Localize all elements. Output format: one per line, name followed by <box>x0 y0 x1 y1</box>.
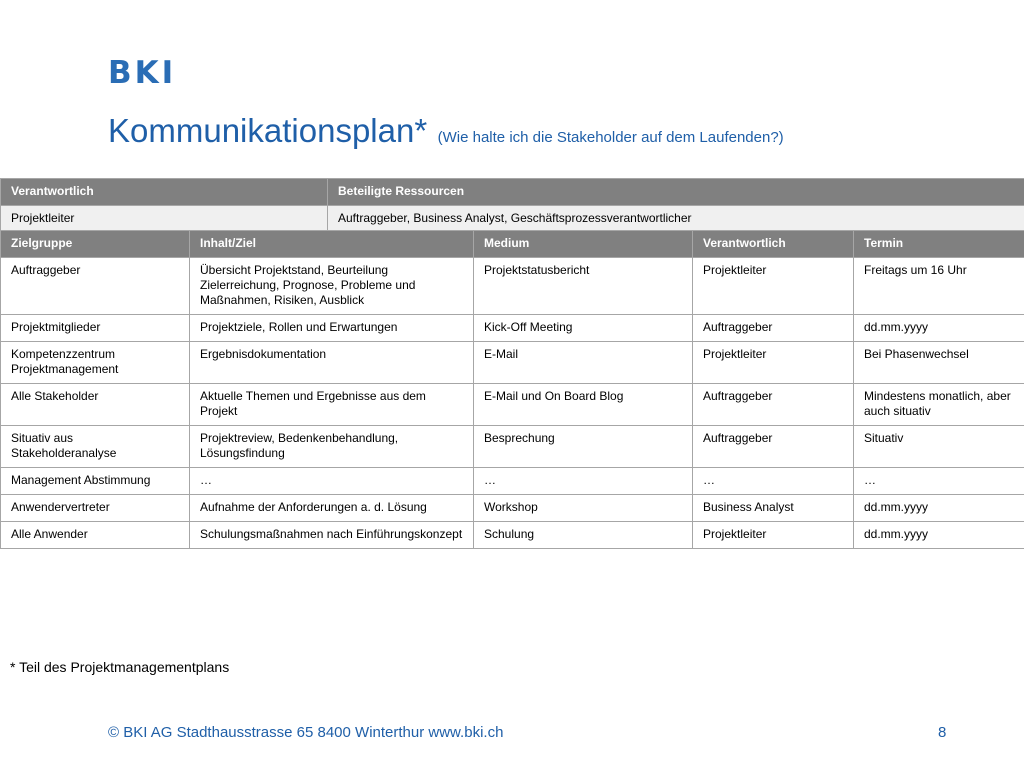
zielgruppe-cell: Projektmitglieder <box>1 315 190 342</box>
medium-cell: E-Mail <box>474 342 693 384</box>
medium-cell: Besprechung <box>474 426 693 468</box>
title-subtitle: (Wie halte ich die Stakeholder auf dem Laufenden?) <box>437 129 784 146</box>
title-main: Kommunikationsplan* <box>108 112 428 149</box>
footer-text: © BKI AG Stadthausstrasse 65 8400 Winterthur www.bki.ch <box>108 724 504 741</box>
page-number: 8 <box>938 724 947 741</box>
table-row <box>1 468 1024 495</box>
table-row <box>1 342 1024 384</box>
header-verantwortlich: Verantwortlich <box>693 231 854 258</box>
bki-logo: BKI <box>108 55 177 91</box>
slide-title <box>108 112 784 150</box>
termin-cell: … <box>854 468 1024 495</box>
medium-cell: Projektstatusbericht <box>474 258 693 315</box>
responsibility-row <box>1 206 1024 233</box>
verantwortlich-cell: Projektleiter <box>693 258 854 315</box>
responsibility-header-row <box>1 179 1024 206</box>
zielgruppe-cell: Auftraggeber <box>1 258 190 315</box>
zielgruppe-cell: Anwendervertreter <box>1 495 190 522</box>
zielgruppe-cell: Alle Anwender <box>1 522 190 549</box>
termin-cell: dd.mm.yyyy <box>854 315 1024 342</box>
termin-cell: dd.mm.yyyy <box>854 495 1024 522</box>
termin-cell: Freitags um 16 Uhr <box>854 258 1024 315</box>
termin-cell: dd.mm.yyyy <box>854 522 1024 549</box>
medium-cell: Workshop <box>474 495 693 522</box>
verantwortlich-cell: … <box>693 468 854 495</box>
verantwortlich-cell: Projektleiter <box>693 522 854 549</box>
header-termin: Termin <box>854 231 1024 258</box>
header-medium: Medium <box>474 231 693 258</box>
verantwortlich-cell: Auftraggeber <box>693 315 854 342</box>
inhalt-ziel-cell: Projektreview, Bedenkenbehandlung, Lösungsfindung <box>190 426 474 468</box>
inhalt-ziel-cell: Ergebnisdokumentation <box>190 342 474 384</box>
inhalt-ziel-cell: Projektziele, Rollen und Erwartungen <box>190 315 474 342</box>
medium-cell: E-Mail und On Board Blog <box>474 384 693 426</box>
inhalt-ziel-cell: Übersicht Projektstand, Beurteilung Zielerreichung, Prognose, Probleme und Maßnahmen, Risiken, Ausblick <box>190 258 474 315</box>
verantwortlich-cell: Projektleiter <box>693 342 854 384</box>
header-beteiligte-ressourcen: Beteiligte Ressourcen <box>328 179 1024 206</box>
table-row <box>1 495 1024 522</box>
resources-cell: Auftraggeber, Business Analyst, Geschäftsprozessverantwortlicher <box>328 206 1024 233</box>
table-row <box>1 426 1024 468</box>
header-zielgruppe: Zielgruppe <box>1 231 190 258</box>
zielgruppe-cell: Situativ aus Stakeholderanalyse <box>1 426 190 468</box>
medium-cell: … <box>474 468 693 495</box>
medium-cell: Schulung <box>474 522 693 549</box>
verantwortlich-cell: Auftraggeber <box>693 384 854 426</box>
responsibility-table <box>0 178 1024 233</box>
zielgruppe-cell: Management Abstimmung <box>1 468 190 495</box>
table-row <box>1 522 1024 549</box>
verantwortlich-cell: Auftraggeber <box>693 426 854 468</box>
inhalt-ziel-cell: Aufnahme der Anforderungen a. d. Lösung <box>190 495 474 522</box>
termin-cell: Bei Phasenwechsel <box>854 342 1024 384</box>
table-row <box>1 315 1024 342</box>
zielgruppe-cell: Kompetenzzentrum Projektmanagement <box>1 342 190 384</box>
plan-header-row <box>1 231 1024 258</box>
table-row <box>1 384 1024 426</box>
verantwortlich-cell: Business Analyst <box>693 495 854 522</box>
header-verantwortlich: Verantwortlich <box>1 179 328 206</box>
responsibility-cell: Projektleiter <box>1 206 328 233</box>
communication-plan-table <box>0 230 1024 549</box>
termin-cell: Mindestens monatlich, aber auch situativ <box>854 384 1024 426</box>
footnote: * Teil des Projektmanagementplans <box>10 659 230 675</box>
header-inhalt-ziel: Inhalt/Ziel <box>190 231 474 258</box>
table-row <box>1 258 1024 315</box>
inhalt-ziel-cell: … <box>190 468 474 495</box>
inhalt-ziel-cell: Aktuelle Themen und Ergebnisse aus dem Projekt <box>190 384 474 426</box>
inhalt-ziel-cell: Schulungsmaßnahmen nach Einführungskonzept <box>190 522 474 549</box>
zielgruppe-cell: Alle Stakeholder <box>1 384 190 426</box>
termin-cell: Situativ <box>854 426 1024 468</box>
medium-cell: Kick-Off Meeting <box>474 315 693 342</box>
